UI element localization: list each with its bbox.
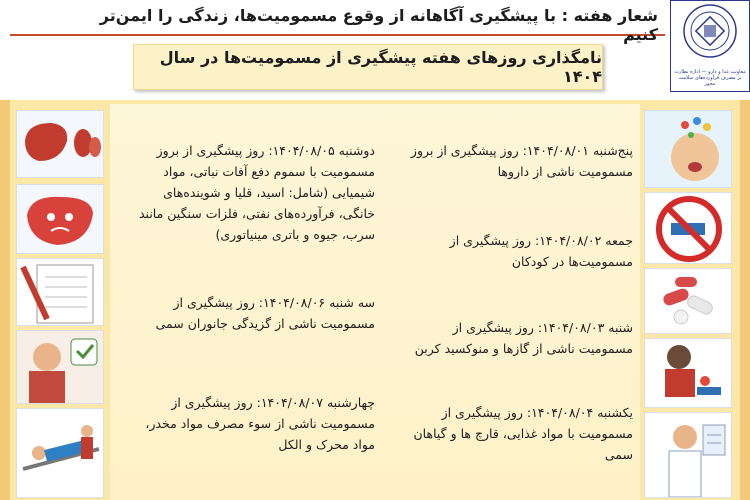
liver-kidney-icon (16, 110, 104, 178)
child-swallowing-pills-icon (644, 110, 732, 188)
day-entry-thursday: پنج‌شنبه ۱۴۰۴/۰۸/۰۱: روز پیشگیری از بروز مسمومیت ناشی از داروها (410, 143, 633, 179)
right-accent-strip (740, 100, 750, 500)
week-slogan: شعار هفته : با پیشگیری آگاهانه از وقوع مسمومیت‌ها، زندگی را ایمن‌تر کنیم (99, 6, 658, 44)
organization-logo (670, 0, 750, 92)
day-entry-monday: دوشنبه ۱۴۰۴/۰۸/۰۵: روز پیشگیری از بروز مسمومیت با سموم دفع آفات نباتی، مواد شیمیایی (شامل: اسید، قلیا و شوینده‌های خانگی، فرآورده‌های نفتی، فلزات سنگین مانند سرب، جیوه و باتری مینیاتوری) (139, 143, 375, 242)
left-accent-strip (0, 100, 10, 500)
day-entry-tuesday: سه شنبه ۱۴۰۴/۰۸/۰۶: روز پیشگیری از مسمومیت ناشی از گزیدگی جانوران سمی (155, 295, 375, 331)
logo-emblem-icon (671, 1, 749, 63)
day-entry-sunday: یکشنبه ۱۴۰۴/۰۸/۰۴: روز پیشگیری از مسمومیت با مواد غذایی، قارچ ها و گیاهان سمی (413, 405, 633, 462)
document-pen-icon (16, 258, 104, 326)
day-entry-friday: جمعه ۱۴۰۴/۰۸/۰۲: روز پیشگیری از مسمومیت‌ها در کودکان (449, 233, 633, 269)
logo-caption: معاونت غذا و دارو — اداره نظارت بر مصرف فرآورده‌های سلامت محور (674, 69, 746, 87)
stretcher-icon (16, 408, 104, 498)
sick-liver-icon (16, 184, 104, 254)
day-entry-saturday: شنبه ۱۴۰۴/۰۸/۰۳: روز پیشگیری از مسمومیت ناشی از گازها و منوکسید کربن (414, 320, 633, 356)
doctor-icon (644, 412, 732, 498)
no-drugs-icon (644, 192, 732, 264)
pills-icon (644, 268, 732, 334)
page-title: نامگذاری روزهای هفته پیشگیری از مسمومیت‌ها در سال ۱۴۰۴ (133, 44, 603, 90)
drug-abuse-icon (644, 338, 732, 408)
sick-man-icon (16, 330, 104, 404)
day-entry-wednesday: چهارشنبه ۱۴۰۴/۰۸/۰۷: روز پیشگیری از مسمومیت ناشی از سوء مصرف مواد مخدر، مواد محرک و الکل (145, 395, 375, 452)
